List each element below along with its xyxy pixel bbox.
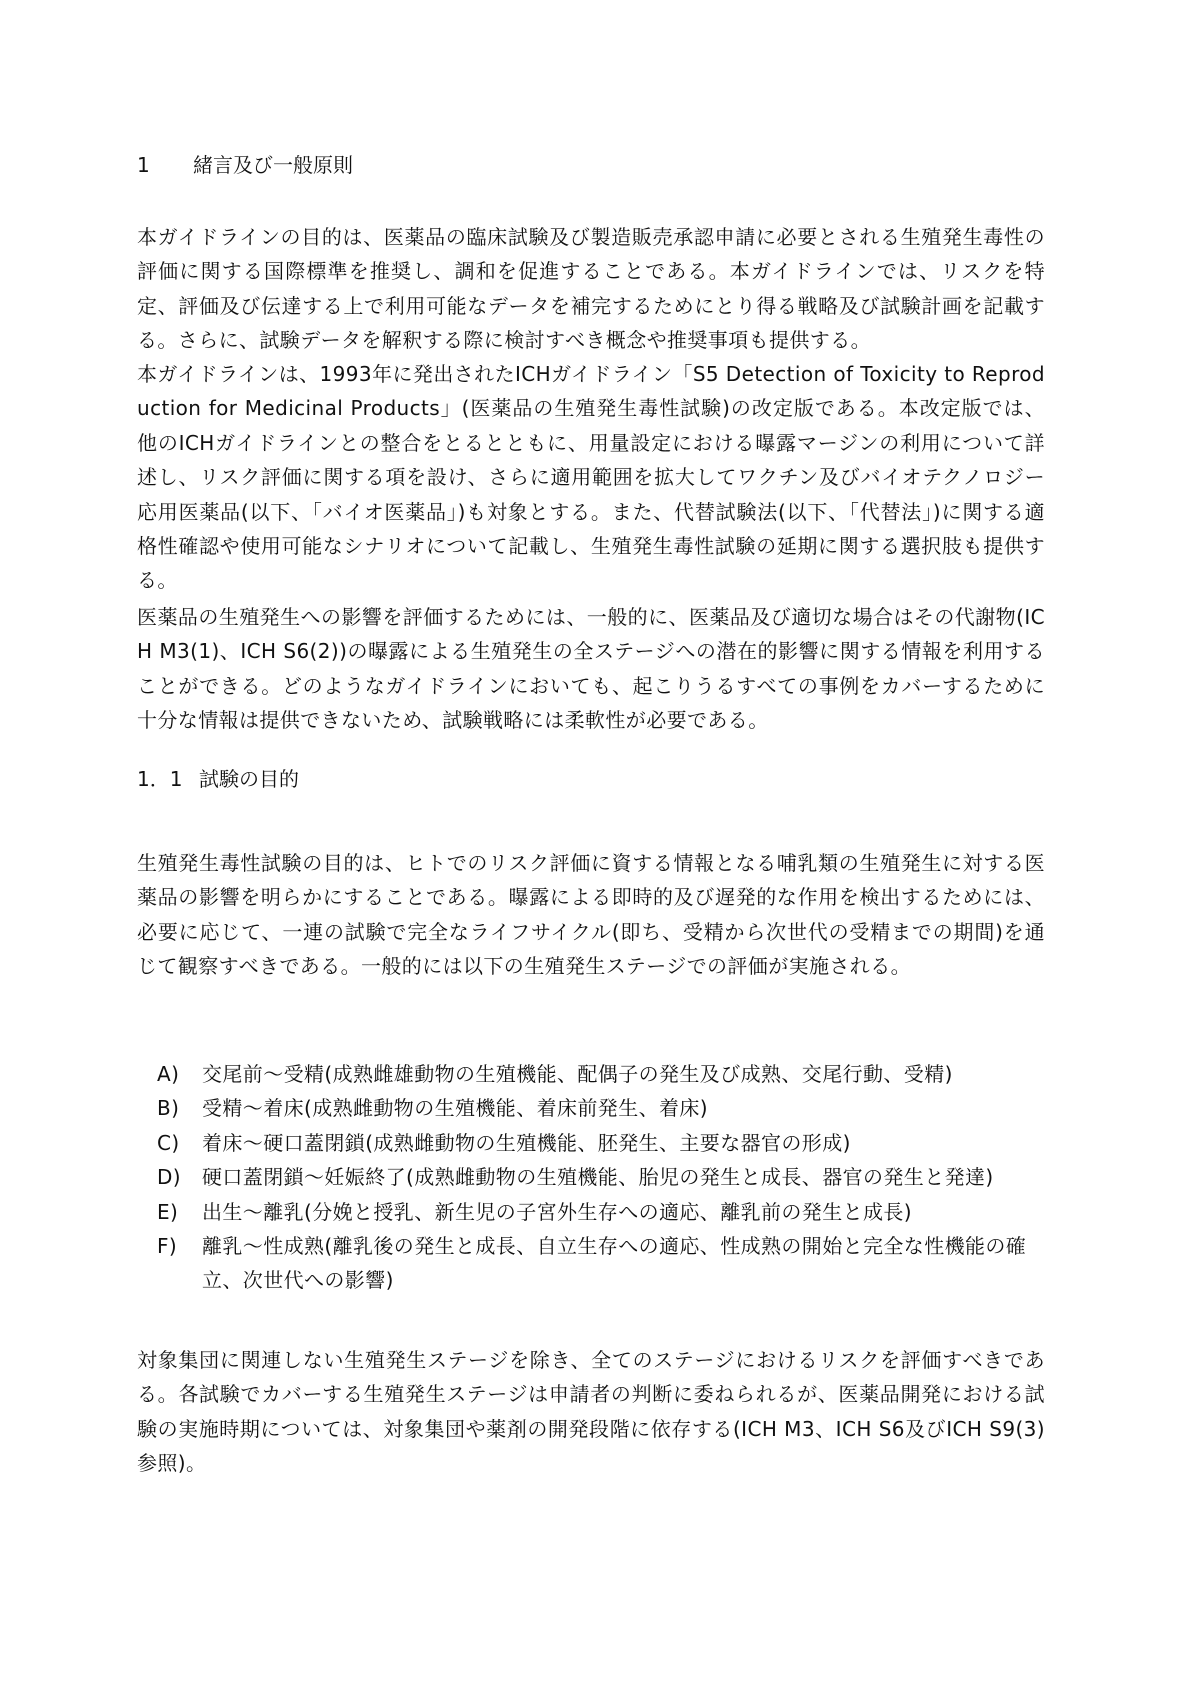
list-item <box>157 1091 1047 1125</box>
list-item-text: 離乳～性成熟(離乳後の発生と成長、自立生存への適応、性成熟の開始と完全な性機能の確立、次世代への影響) <box>202 1234 1027 1293</box>
section-1-1-heading <box>137 762 299 796</box>
list-item <box>157 1195 1047 1229</box>
section-1-paragraph-revision: 本ガイドラインは、1993年に発出されたICHガイドライン「S5 Detection of Toxicity to Reproduction for Medicinal Products」(医薬品の生殖発生毒性試験)の改定版である。本改定版では、他のICHガイドラインとの整合をとるとともに、用量設定における曝露マージンの利用について詳述し、リスク評価に関する項を設け、さらに適用範囲を拡大してワクチン及びバイオテクノロジー応用医薬品(以下、「バイオ医薬品」)も対象とする。また、代替試験法(以下、「代替法」)に関する適格性確認や使用可能なシナリオについて記載し、生殖発生毒性試験の延期に関する選択肢も提供する。 <box>137 362 1045 593</box>
list-item-text: 出生～離乳(分娩と授乳、新生児の子宮外生存への適応、離乳前の発生と成長) <box>202 1199 913 1224</box>
list-item-text: 硬口蓋閉鎖～妊娠終了(成熟雌動物の生殖機能、胎児の発生と成長、器官の発生と発達) <box>202 1165 994 1190</box>
list-item-text: 受精～着床(成熟雌動物の生殖機能、着床前発生、着床) <box>202 1096 709 1121</box>
section-1-heading <box>137 148 353 182</box>
list-item-text: 着床～硬口蓋閉鎖(成熟雌動物の生殖機能、胚発生、主要な器官の形成) <box>202 1130 851 1155</box>
list-item-marker: A) <box>157 1062 180 1086</box>
section-1-title: 緒言及び一般原則 <box>193 153 353 177</box>
list-item-marker: D) <box>157 1165 182 1190</box>
list-item <box>157 1229 1047 1298</box>
section-1-number: 1 <box>137 153 150 177</box>
list-item-text: 交尾前～受精(成熟雌雄動物の生殖機能、配偶子の発生及び成熟、交尾行動、受精) <box>202 1062 953 1086</box>
list-item <box>157 1160 1047 1194</box>
list-item <box>157 1126 1047 1160</box>
list-item-marker: B) <box>157 1096 180 1121</box>
list-item <box>157 1057 1047 1091</box>
list-item-marker: C) <box>157 1130 180 1155</box>
section-1-1-closing: 対象集団に関連しない生殖発生ステージを除き、全てのステージにおけるリスクを評価すべきである。各試験でカバーする生殖発生ステージは申請者の判断に委ねられるが、医薬品開発における試験の実施時期については、対象集団や薬剤の開発段階に依存する(ICH M3、ICH S6及びICH S9(3)参照)。 <box>137 1348 1045 1476</box>
section-1-paragraph-assessment: 医薬品の生殖発生への影響を評価するためには、一般的に、医薬品及び適切な場合はその代謝物(ICH M3(1)、ICH S6(2))の曝露による生殖発生の全ステージへの潜在的影響に関する情報を利用することができる。どのようなガイドラインにおいても、起こりうるすべての事例をカバーするために十分な情報は提供できないため、試験戦略には柔軟性が必要である。 <box>137 605 1045 733</box>
section-1-1-title: 試験の目的 <box>199 767 299 791</box>
section-1-1-number: 1．1 <box>137 767 183 791</box>
stage-list <box>157 1057 1047 1298</box>
section-1-1-intro: 生殖発生毒性試験の目的は、ヒトでのリスク評価に資する情報となる哺乳類の生殖発生に対する医薬品の影響を明らかにすることである。曝露による即時的及び遅発的な作用を検出するためには、必要に応じて、一連の試験で完全なライフサイクル(即ち、受精から次世代の受精までの期間)を通じて観察すべきである。一般的には以下の生殖発生ステージでの評価が実施される。 <box>137 851 1045 979</box>
list-item-marker: E) <box>157 1199 179 1224</box>
section-1-paragraph-purpose: 本ガイドラインの目的は、医薬品の臨床試験及び製造販売承認申請に必要とされる生殖発生毒性の評価に関する国際標準を推奨し、調和を促進することである。本ガイドラインでは、リスクを特定、評価及び伝達する上で利用可能なデータを補完するためにとり得る戦略及び試験計画を記載する。さらに、試験データを解釈する際に検討すべき概念や推奨事項も提供する。 <box>137 225 1045 353</box>
list-item-marker: F) <box>157 1234 178 1259</box>
